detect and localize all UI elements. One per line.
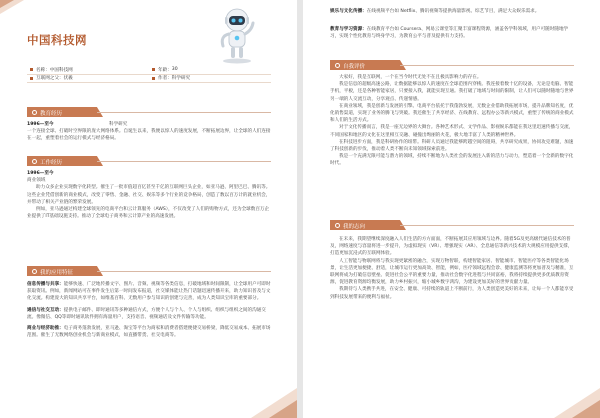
learning-block: [330, 26, 574, 40]
section-header-evaluation: [330, 60, 574, 70]
evaluation-paragraph: 我是信息的超级高速公路，让数据能够以惊人的速度在全球范围内穿梭。我连接着数十亿的设备，无论是电脑、智能手机，平板，还是各种智能家居，只要接入我，就能实现互通。我打破了地域与时间的限制，让人们可以随时随地与世界另一端的人交流互动，分享观点、传递情感。: [330, 82, 574, 102]
section-title: 我的志向: [343, 223, 366, 230]
page-right: [303, 0, 600, 418]
bullet-icon: [152, 68, 155, 71]
application-item: 商业与经济助推：电子商务蓬勃发展，亚马逊、淘宝等平台为商家和消费者搭建便捷交易桥梁，降低交易成本、拓展市场范围。催生了无数网络创业机会与新商业模式，如直播带货、社交电商等。: [27, 326, 271, 339]
evaluation-paragraph: 在商业领域，我是创新与发展的引擎。电商平台依托于我蓬勃发展，无数企业借助我拓展市场，提升品牌知名度，优化销售渠道，实现了业务的腾飞与突破。我还催生了共享经济、在线教育、远程办公等新兴模式，重塑了传统的商业模式和人们的生活方式。: [330, 103, 574, 124]
resume-title: 中国科技网: [27, 33, 87, 47]
position-value: 科学研究: [171, 76, 191, 82]
application-item: 教育与学习资源：在线教育平台如 Coursera、网易云课堂等汇聚丰富课程资源，涵盖各学科领域，用户可随时随地学习，实现个性化教育与终身学习，为教育公平与普及提供有力支持。: [330, 27, 569, 40]
briefcase-icon: [32, 159, 37, 164]
work-block: [27, 170, 271, 220]
education-icon: [32, 110, 37, 115]
entertainment-block: [330, 8, 574, 15]
evaluation-paragraph: 我是一个充满无限可能与潜力的领域，持续不断地为人类社会的发展注入新的活力与动力，塑造着一个全新的数字化时代。: [330, 154, 574, 167]
bullet-icon: [152, 77, 155, 80]
work-paragraph: 助力众多企业实现数字化转型。催生了一批市值超百亿甚至千亿的互联网巨头企业，如亚马逊、阿里巴巴、腾讯等。这些企业凭借创新的商业模式，改变了零售、金融、社交、娱乐等多个行业的竞争格局，创造了数以百万计的就业机会，并带动了相关产业链的繁荣发展。: [27, 185, 271, 205]
age-value: 30: [171, 67, 178, 73]
page-left: [0, 0, 297, 418]
industry-value: 伏羲: [63, 76, 73, 82]
info-spacer: [27, 83, 271, 87]
section-header-work: [27, 156, 271, 166]
work-role: 商业领域: [27, 178, 46, 184]
evaluation-block: [330, 74, 574, 168]
goal-paragraph: 人工智能与物联网将与我实现更紧密的融合，实现万物智联，构建智能家居、智能城市、智能医疗等各类智能化场景，让生活更加便捷、舒适，让城市运行更加高效、智能，例如，医疗领域远程会诊、健康监测等将更加普及与精准，互联网将成为打破信息壁垒、促进社会公平的重要力量，推动社会数字化进程与共同富裕，我将持续提供更多优质教育资源，促进教育资源均衡发展，助力乡村振兴，缩小城乡数字鸿沟，为建设更加美好的世界贡献力量。: [330, 258, 574, 286]
info-row: [27, 66, 271, 75]
info-row: [27, 75, 271, 84]
target-icon: [335, 223, 340, 228]
section-title: 工作经历: [40, 159, 63, 166]
goal-block: [330, 236, 574, 301]
robot-illustration: [214, 6, 260, 64]
work-period: 1996—至今: [27, 171, 54, 176]
evaluation-paragraph: 对于文化传播而言，我是一座无边界的大舞台。各种艺术形式、文学作品、影视娱乐都能在我这里迅速传播与交流，不同国家和地区的文化在这里相互交融、碰撞出绚丽的火花，极大地丰富了人类的精神世界。: [330, 125, 574, 138]
goal-paragraph: 在未来，我期望继续深度融入人们生活的方方面面，不断拓展其应用领域与边界。随着5G及更高级代通信技术的普及，网络速度与容量将进一步提升，为虚拟现实（VR）、增强现实（AR）、全息通信等新兴技术的大规模应用提供支撑，打造更加沉浸式的互联网体验。: [330, 237, 573, 257]
evaluation-paragraph: 大家好，我是互联网，一个在当今时代无处不在且极具影响力的存在。: [339, 75, 482, 80]
bullet-icon: [30, 68, 33, 71]
user-icon: [335, 63, 340, 68]
education-desc: 一个连接全球、打破时空界限的庞大网络体系。自诞生以来，我便以惊人的速度发展，不断拓展边界，让全球的人们连接在一起，重塑着社会的运行模式与经济格局。: [27, 129, 271, 142]
section-header-applications: [27, 266, 271, 276]
goal-paragraph: 我期待与人类携手共进，在安全、健康、可持续的轨道上不断前行，为人类创造更美好的未来，让每一个人都能享受到科技发展带来的便利与福祉。: [330, 287, 574, 300]
age-label: 年龄：: [158, 67, 172, 73]
education-period: 1996—至今: [27, 122, 54, 127]
application-item: 娱乐与文化传播：在线视频平台如 Netflix、腾讯视频等提供海量影视、综艺节目，满足大众娱乐需求。: [330, 9, 540, 14]
star-icon: [32, 269, 37, 274]
industry-label: 互联网之父：: [36, 76, 64, 82]
education-block: [27, 121, 271, 143]
section-header-education: [27, 107, 271, 117]
work-paragraph: 例如，亚马逊通过构建全球领先的电商平台和云计算服务（AWS），不仅改变了人们的购物方式，还为全球数百万企业提供了IT基础设施支持。推动了全球电子商务和云计算产业的高速发展。: [27, 207, 270, 220]
section-title: 自我评价: [343, 63, 366, 70]
application-item: 信息传播与共享：能够快速、广泛地传播文字、图片、音频、视频等各类信息，打破地域和时间限制，让全球用户可即时获取资讯。例如，新闻网站可在事件发生后第一时间发布报道，社交媒体能让热门话题迅速传播开来，助力知识普及与文化交流。构建庞大的知识共享平台，如维基百科、无数用户参与知识的创建与完善，成为人类知识宝库的重要部分。: [27, 282, 271, 302]
section-title: 教育经历: [40, 110, 63, 117]
position-label: 作者：: [158, 76, 172, 82]
name-value: 中国科技网: [49, 67, 73, 73]
education-major: 科学研究: [109, 122, 128, 127]
section-header-goal: [330, 220, 574, 230]
application-item: 通信与社交互动：提供电子邮件、即时通讯等多种通信方式，方便个人与个人、个人与组织、组织与组织之间的沟通交流。像微信、QQ等即时通讯软件拥有海量用户，支持语音、视频通话及文件传输等功能。: [27, 307, 266, 320]
basic-info-table: [27, 66, 271, 87]
bullet-icon: [30, 77, 33, 80]
evaluation-paragraph: 在科技进步方面，我是科研协作的纽带。科研人员通过我能够跨越空间的阻碍，共享研究成果，协同攻克难题，加速了科技创新的步伐，推动着人类不断向未知领域探索前进。: [330, 139, 574, 153]
applications-block: [27, 281, 271, 339]
name-label: 名称：: [36, 67, 50, 73]
section-title: 我的应用特征: [40, 269, 74, 276]
